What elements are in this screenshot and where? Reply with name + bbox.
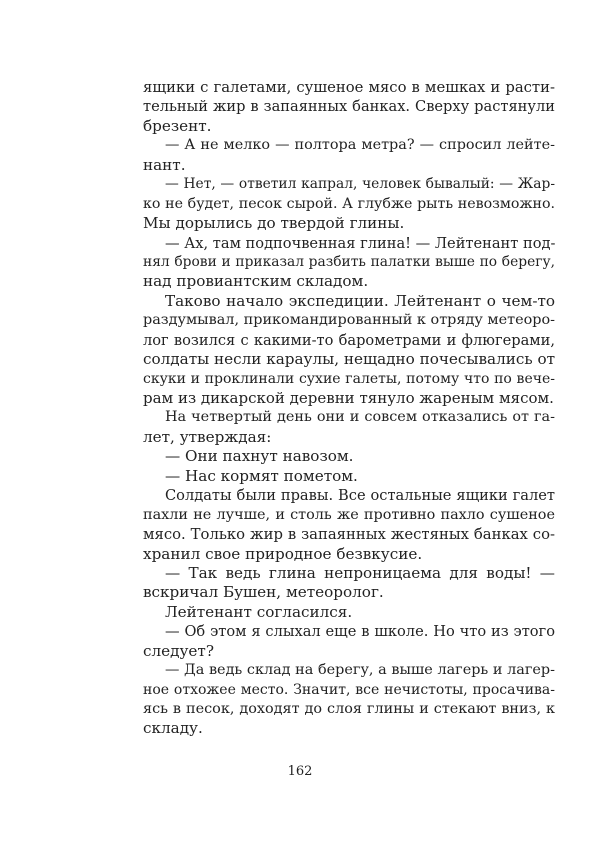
text-line: Лейтенант согласился. [165,602,353,621]
text-line: рам из дикарской деревни тянуло жареным мясом. [143,389,554,407]
text-line: ко не будет, песок сырой. А глубже рыть невозможно. [143,195,555,212]
text-line: лет, утверждая: [143,427,272,446]
page-number: 162 [287,764,313,779]
text-line: ясь в песок, доходят до слоя глины и стекают вниз, к [143,701,555,717]
text-line: Солдаты были правы. Все остальные ящики галет [165,487,555,505]
text-line: — Да ведь склад на берегу, а выше лагерь и лагер- [165,662,555,679]
text-line: тельный жир в запаянных банках. Сверху растянули [143,98,555,116]
text-line: брезент. [143,116,212,135]
text-line: Таково начало экспедиции. Лейтенант о чем-то [165,291,555,310]
text-line: — Так ведь глина непроницаема для воды! — [165,563,555,582]
text-line: — А не мелко — полтора метра? — спросил лейте- [165,137,555,154]
text-line: складу. [143,719,203,738]
text-line: ное отхожее место. Значит, все нечистоты, просачива- [143,681,555,698]
text-line: — Об этом я слыхал еще в школе. Но что из этого [165,623,555,641]
text-line: — Нет, — ответил капрал, человек бывалый: — Жар- [165,176,555,193]
text-line: следует? [143,641,214,660]
text-line: скуки и проклинали сухие галеты, потому что по вече- [143,370,555,387]
text-line: раздумывал, прикомандированный к отряду метеоро- [143,312,555,329]
text-line: хранил свое природное безвкусие. [143,544,423,563]
body-text [143,78,555,739]
text-line: Мы дорылись до твердой глины. [143,214,405,233]
text-line: На четвертый день они и совсем отказались от га- [165,409,555,426]
text-line: нял брови и приказал разбить палатки выше по берегу, [143,253,555,270]
text-line: лог возился с какими-то барометрами и флюгерами, [143,331,555,349]
text-line: — Ах, там подпочвенная глина! — Лейтенант под- [165,234,555,252]
text-line: мясо. Только жир в запаянных жестяных банках со- [143,526,555,544]
text-line: вскричал Бушен, метеоролог. [143,583,384,602]
text-line: — Они пахнут навозом. [165,447,354,466]
text-line: солдаты несли караулы, нещадно почесывались от [143,350,555,369]
text-line: пахли не лучше, и столь же противно пахло сушеное [143,506,555,523]
text-line: ящики с галетами, сушеное мясо в мешках и расти- [143,79,555,96]
text-line: — Нас кормят пометом. [165,466,358,485]
text-line: над провиантским складом. [143,272,369,291]
text-line: нант. [143,155,186,174]
